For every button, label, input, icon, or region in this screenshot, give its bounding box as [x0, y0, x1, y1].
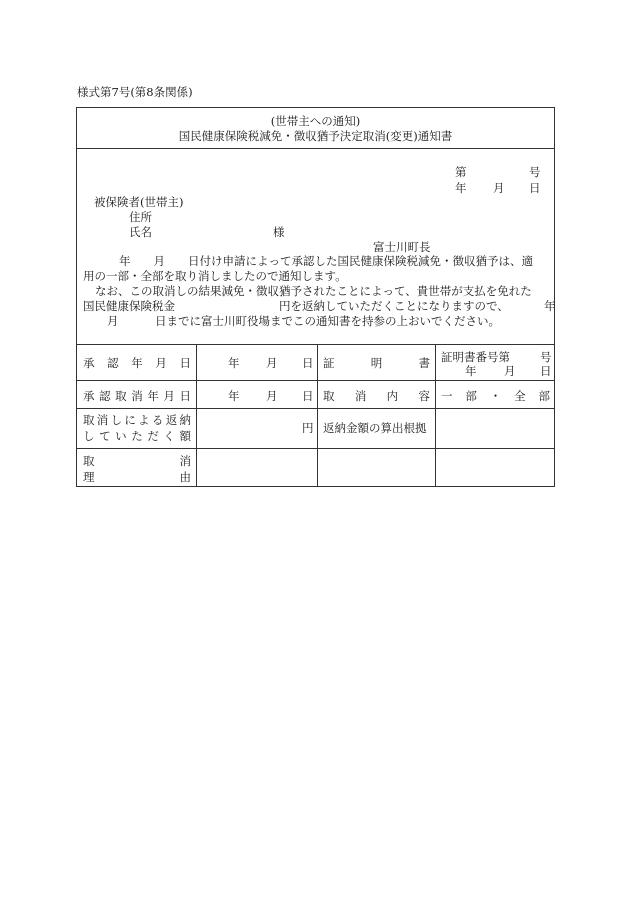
revocation-date-month: 月	[266, 389, 278, 403]
approval-date-day: 日	[302, 356, 314, 370]
issuer: 富士川町長	[373, 240, 431, 254]
body-text: 円を返納していただくことになりますので、	[279, 299, 509, 313]
refund-amount-label-line1	[83, 412, 191, 428]
label-char: 容	[418, 389, 430, 403]
table-rule	[77, 448, 554, 449]
revocation-date-year: 年	[228, 389, 240, 403]
body-text: 年	[544, 299, 556, 313]
label-char: 日	[179, 356, 191, 370]
label-char: 承	[83, 389, 95, 403]
approval-date-year: 年	[228, 356, 240, 370]
doc-number-prefix: 第	[455, 165, 467, 179]
refund-amount-label-line2	[83, 428, 191, 444]
doc-date-month: 月	[493, 181, 505, 195]
address-label: 住所	[129, 210, 152, 224]
label-char: 証	[323, 356, 335, 370]
body-line: 用の一部・全部を取り消しましたので通知します。	[83, 269, 347, 283]
label-char: 取	[83, 413, 95, 427]
certificate-number-suffix: 号	[540, 350, 552, 364]
label-char: 年	[147, 389, 159, 403]
body-text: 国民健康保険税金	[83, 299, 175, 313]
label-char: 理	[83, 470, 95, 484]
revocation-date-day: 日	[302, 389, 314, 403]
label-char: 年	[131, 356, 143, 370]
choice-char: ・	[489, 389, 502, 403]
label-char: 明	[370, 356, 383, 370]
insured-label: 被保険者(世帯主)	[94, 195, 184, 209]
choice-char: 部	[465, 389, 477, 403]
label-char: し	[83, 429, 95, 443]
label-char: 認	[99, 389, 111, 403]
doc-number-suffix: 号	[529, 165, 541, 179]
label-char: い	[115, 429, 127, 443]
table-rule	[77, 408, 554, 409]
body-text: 日までに富士川町役場までこの通知書を持参の上おいでください。	[155, 314, 500, 328]
label-char: 書	[418, 356, 430, 370]
label-char: 取	[115, 389, 127, 403]
table-rule	[77, 344, 554, 345]
body-text: 月	[107, 314, 119, 328]
label-char: だ	[147, 429, 159, 443]
certificate-date-month: 月	[504, 364, 516, 378]
form-header	[77, 108, 554, 149]
label-char: 由	[179, 470, 191, 484]
revocation-reason-label-line2	[83, 469, 191, 485]
table-rule	[435, 344, 436, 487]
certificate-label	[323, 355, 430, 371]
label-char: て	[99, 429, 111, 443]
refund-amount-yen: 円	[302, 421, 314, 435]
label-char: る	[151, 413, 164, 427]
label-char: よ	[138, 413, 150, 427]
certificate-date-day: 日	[540, 364, 552, 378]
label-char: 取	[83, 454, 95, 468]
label-char: く	[163, 429, 175, 443]
label-char: 消	[179, 454, 191, 468]
approval-date-month: 月	[266, 356, 278, 370]
label-char: 承	[83, 356, 95, 370]
table-rule	[196, 344, 197, 487]
doc-date-year: 年	[455, 181, 467, 195]
body-line: なお、この取消しの結果減免・徴収猶予されたことによって、貴世帯が支払を免れた	[95, 284, 532, 298]
form-number-label: 様式第7号(第8条関係)	[77, 85, 193, 99]
choice-char: 部	[538, 389, 550, 403]
label-char: 月	[163, 389, 175, 403]
label-char: 返	[165, 413, 178, 427]
table-rule	[77, 380, 554, 381]
label-char: し	[110, 413, 123, 427]
certificate-date-year: 年	[465, 364, 477, 378]
label-char: 認	[107, 356, 119, 370]
refund-basis-label: 返納金額の算出根拠	[323, 421, 427, 435]
label-char: 額	[179, 429, 191, 443]
choice-char: 全	[514, 389, 526, 403]
doc-date-day: 日	[529, 181, 541, 195]
table-rule	[317, 344, 318, 487]
header-recipient-note: (世帯主への通知)	[270, 114, 361, 128]
notice-body	[83, 254, 556, 329]
approval-date-label	[83, 355, 191, 371]
honorific: 様	[273, 225, 285, 239]
certificate-number-label: 証明書番号第	[441, 350, 510, 364]
label-char: 消	[96, 413, 109, 427]
label-char: 消	[131, 389, 143, 403]
partial-full-choice	[441, 388, 550, 404]
name-label: 氏名	[129, 225, 152, 239]
label-char: た	[131, 429, 143, 443]
label-char: 取	[323, 389, 335, 403]
label-char: 納	[179, 413, 191, 427]
choice-char: 一	[441, 389, 453, 403]
form-title: 国民健康保険税減免・徴収猶予決定取消(変更)通知書	[178, 129, 453, 143]
label-char: 内	[386, 389, 399, 403]
revocation-content-label	[323, 388, 430, 404]
label-char: に	[124, 413, 136, 427]
body-line	[83, 299, 556, 314]
label-char: 日	[179, 389, 191, 403]
body-line	[83, 314, 551, 329]
label-char: 消	[354, 389, 367, 403]
label-char: 月	[155, 356, 167, 370]
revocation-date-label	[83, 388, 191, 404]
body-line: 年 月 日付け申請によって承認した国民健康保険税減免・徴収猶予は、適	[119, 254, 533, 268]
revocation-reason-label-line1	[83, 453, 191, 469]
notice-form	[76, 107, 555, 487]
